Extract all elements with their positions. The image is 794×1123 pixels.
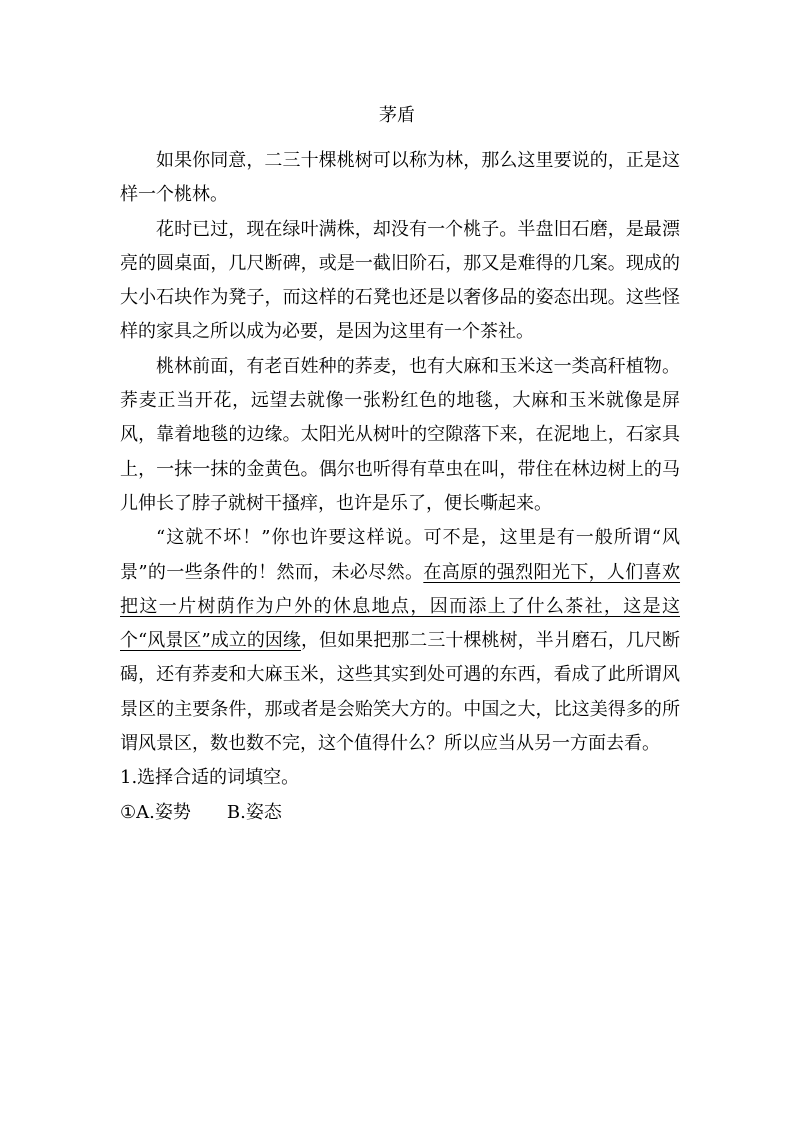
paragraph-3 [120,350,680,521]
underlined-sentence: 在高原的强烈阳光下，人们喜欢把这一片树荫作为户外的休息地点，因而添上了什么茶社，这是这个“风景区”成立的因缘 [120,561,681,652]
paragraph-4 [120,521,680,761]
option-number: ① [120,801,137,823]
paragraph-1 [120,144,680,213]
paragraph-text: ，但如果把那二三十棵桃树，半爿磨石，几尺断碣，还有荞麦和大麻玉米，这些其实到处可遇的东西，看成了此所谓风景区的主要条件，那或者是会贻笑大方的。中国之大，比这美得多的所谓风景区，数也数不完，这个值得什么？所以应当从另一方面去看。 [120,630,681,755]
option-a: A.姿势 [136,801,191,823]
page-title: 茅盾 [379,105,415,126]
paragraph-2 [120,213,680,350]
paragraph-text: “这就不坏！”你也许要这样说。可不是，这里是有一般所谓“风景”的一些条件的！然而，未必尽然。 [120,527,680,583]
paragraph-text: 花时已过，现在绿叶满株，却没有一个桃子。半盘旧石磨，是最漂亮的圆桌面，几尺断碑，或是一截旧阶石，那又是难得的几案。现成的大小石块作为凳子，而这样的石凳也还是以奢侈品的姿态出现。这些怪样的家具之所以成为必要，是因为这里有一个茶社。 [120,218,680,343]
question-text: 1.选择合适的词填空。 [120,767,300,789]
question-options [120,796,680,830]
paragraph-text: 桃林前面，有老百姓种的荞麦，也有大麻和玉米这一类高秆植物。荞麦正当开花，远望去就像一张粉红色的地毯，大麻和玉米就像是屏风，靠着地毯的边缘。太阳光从树叶的空隙落下来，在泥地上，石家具上，一抹一抹的金黄色。偶尔也听得有草虫在叫，带住在林边树上的马儿伸长了脖子就树干搔痒，也许是乐了，便长嘶起来。 [120,355,680,514]
option-b: B.姿态 [226,801,282,823]
question-1 [120,761,680,795]
paragraph-text: 如果你同意，二三十棵桃树可以称为林，那么这里要说的，正是这样一个桃林。 [120,150,680,206]
article-body [120,144,680,830]
